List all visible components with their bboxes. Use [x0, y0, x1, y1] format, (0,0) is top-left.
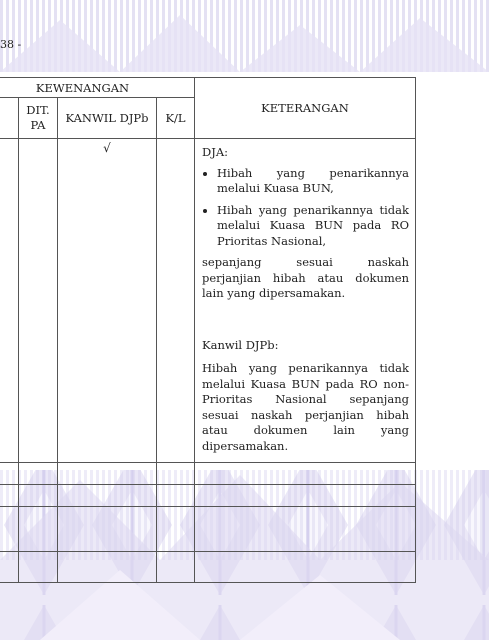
list-item: • Hibah yang penarikannya melalui Kuasa BUN,	[217, 166, 409, 197]
table-row	[0, 507, 416, 552]
cell-kl	[157, 139, 195, 463]
dja-label: DJA:	[202, 145, 229, 159]
table-row	[0, 485, 416, 507]
list-item: • Hibah yang penarikannya tidak melalui Kuasa BUN pada RO Prioritas Nasional,	[217, 203, 409, 250]
cell-dit-pa	[19, 139, 58, 463]
kewenangan-header: KEWENANGAN	[0, 78, 195, 98]
table-row	[0, 139, 416, 463]
dja-condition: sepanjang sesuai naskah perjanjian hibah atau dokumen lain yang dipersamakan.	[202, 255, 409, 300]
table-row	[0, 463, 416, 485]
keterangan-cell	[195, 139, 416, 463]
column-header-kanwil-djpb: KANWIL DJPb	[58, 98, 157, 139]
dja-list	[202, 166, 409, 250]
column-header-kl: K/L	[157, 98, 195, 139]
column-header-dit-pa: DIT. PA	[19, 98, 58, 139]
page-number: 38 -	[0, 38, 22, 51]
kanwil-label: Kanwil DJPb:	[202, 337, 279, 352]
cell-a	[0, 139, 19, 463]
kewenangan-table	[0, 77, 416, 583]
keterangan-header: KETERANGAN	[195, 78, 416, 139]
column-header-a	[0, 98, 19, 139]
kanwil-text: Hibah yang penarikannya tidak melalui Kuasa BUN pada RO non-Prioritas Nasional sepanjang sesuai naskah perjanjian hibah atau dokumen lain yang dipersamakan.	[202, 361, 409, 453]
table-row	[0, 552, 416, 583]
checkmark-icon: √	[58, 139, 157, 463]
